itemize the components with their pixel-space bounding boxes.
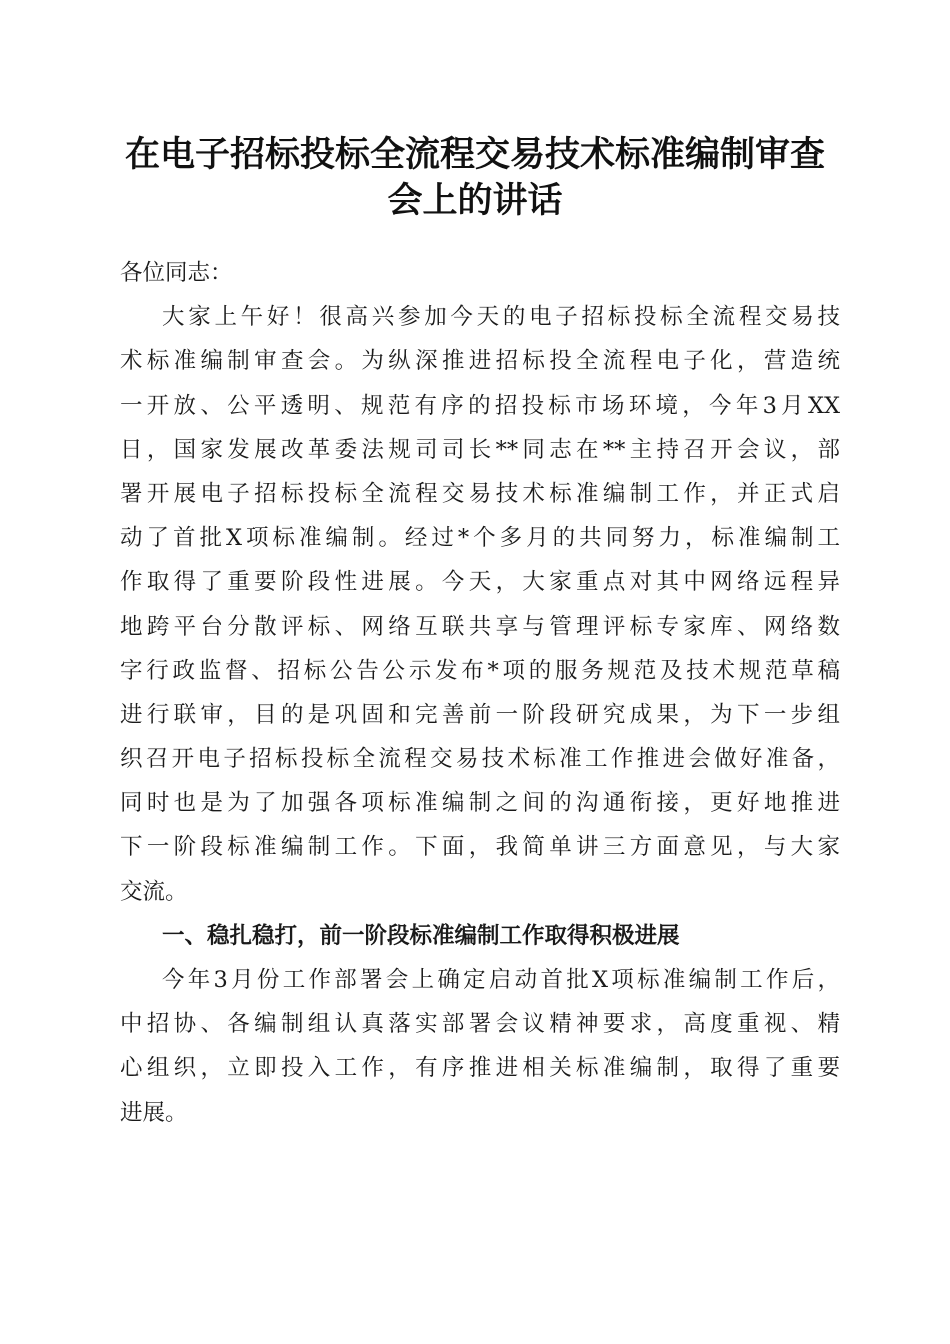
paragraph-line: 一开放、公平透明、规范有序的招投标市场环境，今年3月XX <box>120 392 840 419</box>
paragraph-line: 进行联审，目的是巩固和完善前一阶段研究成果，为下一步组 <box>120 701 840 728</box>
paragraph-line: 署开展电子招标投标全流程交易技术标准编制工作，并正式启 <box>120 480 840 507</box>
paragraph-line: 作取得了重要阶段性进展。今天，大家重点对其中网络远程异 <box>120 569 840 596</box>
paragraph-line: 同时也是为了加强各项标准编制之间的沟通衔接，更好地推进 <box>120 790 840 817</box>
paragraph-line: 织召开电子招标投标全流程交易技术标准工作推进会做好准备， <box>120 746 840 773</box>
paragraph-line: 今年3月份工作部署会上确定启动首批X项标准编制工作后， <box>162 967 840 993</box>
paragraph-line: 进展。 <box>120 1099 188 1126</box>
paragraph-line: 下一阶段标准编制工作。下面，我简单讲三方面意见，与大家 <box>120 834 840 861</box>
paragraph-line: 交流。 <box>120 878 188 905</box>
paragraph-line: 地跨平台分散评标、网络互联共享与管理评标专家库、网络数 <box>120 613 840 640</box>
paragraph-line: 动了首批X项标准编制。经过*个多月的共同努力，标准编制工 <box>120 525 840 552</box>
title-line: 会上的讲话 <box>387 180 563 221</box>
section-heading: 一、稳扎稳打，前一阶段标准编制工作取得积极进展 <box>162 922 680 949</box>
title-line: 在电子招标投标全流程交易技术标准编制审查 <box>124 134 825 175</box>
paragraph-line: 心组织，立即投入工作，有序推进相关标准编制，取得了重要 <box>120 1055 840 1082</box>
document-body <box>120 251 840 1135</box>
paragraph-1 <box>120 295 840 914</box>
paragraph-2 <box>120 958 840 1135</box>
salutation: 各位同志： <box>120 260 233 286</box>
document-title <box>100 132 850 224</box>
paragraph-line: 日，国家发展改革委法规司司长**同志在**主持召开会议，部 <box>120 436 840 463</box>
paragraph-line: 大家上午好！很高兴参加今天的电子招标投标全流程交易技 <box>162 304 840 331</box>
paragraph-line: 中招协、各编制组认真落实部署会议精神要求，高度重视、精 <box>120 1011 840 1038</box>
paragraph-line: 术标准编制审查会。为纵深推进招标投全流程电子化，营造统 <box>120 348 840 375</box>
paragraph-line: 字行政监督、招标公告公示发布*项的服务规范及技术规范草稿 <box>120 657 840 684</box>
